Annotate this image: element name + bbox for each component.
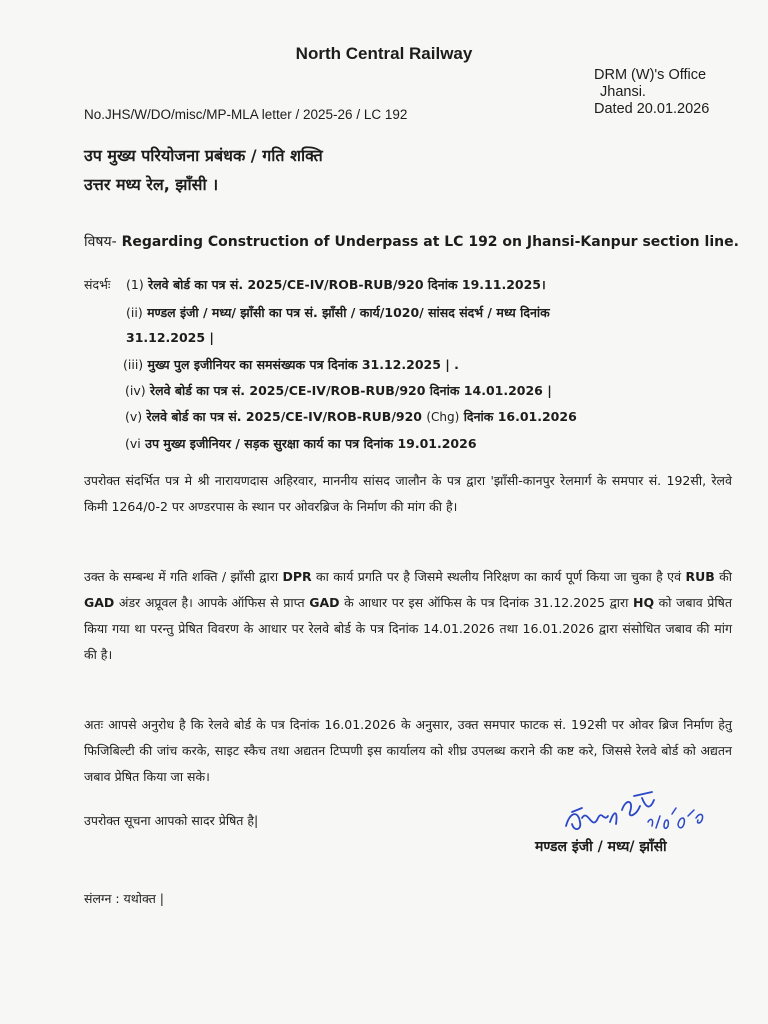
- enclosure-line: संलग्न : यथोक्त |: [84, 891, 165, 906]
- letter-date: Dated 20.01.2026: [594, 101, 710, 117]
- organization-heading: North Central Railway: [295, 44, 473, 63]
- subject-text: Regarding Construction of Underpass at LC 192 on Jhansi-Kanpur section line.: [121, 234, 739, 250]
- office-block: [594, 67, 709, 118]
- signatory-designation: मण्डल इंजी / मध्य/ झाँसी: [535, 839, 667, 855]
- body-paragraph-1: उपरोक्त संदर्भित पत्र मे श्री नारायणदास अहिरवार, माननीय सांसद जालौन के पत्र द्वारा 'झाँसी-कानपुर रेलमार्ग के समपार सं. 192सी, रेलवे किमी 1264/0-2 पर अण्डरपास के स्थान पर ओवरब्रिज के निर्माण की मांग की है।: [84, 473, 732, 514]
- reference-item: (ii) मण्डल इंजी / मध्य/ झाँसी का पत्र सं. झाँसी / कार्य/1020/ सांसद संदर्भ / मध्य दिनांक: [126, 305, 550, 320]
- body-paragraph-2: उक्त के सम्बन्ध में गति शक्ति / झाँसी द्वारा DPR का कार्य प्रगति पर है जिसमे स्थलीय निरिक्षण का कार्य पूर्ण किया जा चुका है एवं RUB की GAD अंडर अप्रूवल है। आपके ऑफिस से प्राप्त GAD के आधार पर इस ऑफिस के पत्र दिनांक 31.12.2025 द्वारा HQ को जबाव प्रेषित किया गया था परन्तु प्रेषित विवरण के आधार पर रेलवे बोर्ड के पत्र दिनांक 14.01.2026 तथा 16.01.2026 द्वारा संसोधित जबाव की मांग की है।: [84, 569, 733, 662]
- closing-line: उपरोक्त सूचना आपको सादर प्रेषित है|: [84, 813, 259, 828]
- reference-item: (v) रेलवे बोर्ड का पत्र सं. 2025/CE-IV/ROB-RUB/920 (Chg) दिनांक 16.01.2026: [125, 409, 577, 424]
- reference-item: (vi उप मुख्य इजीनियर / सड़क सुरक्षा कार्य का पत्र दिनांक 19.01.2026: [125, 436, 477, 451]
- handwritten-signature: [560, 788, 720, 840]
- reference-item: (iv) रेलवे बोर्ड का पत्र सं. 2025/CE-IV/ROB-RUB/920 दिनांक 14.01.2026 |: [125, 383, 552, 398]
- addressee-line-2: उत्तर मध्य रेल, झाँसी ।: [84, 175, 219, 194]
- addressee-line-1: उप मुख्य परियोजना प्रबंधक / गति शक्ति: [84, 146, 323, 165]
- letter-number: No.JHS/W/DO/misc/MP-MLA letter / 2025-26 / LC 192: [84, 107, 408, 122]
- body-paragraph-3: अतः आपसे अनुरोध है कि रेलवे बोर्ड के पत्र दिनांक 16.01.2026 के अनुसार, उक्त समपार फाटक सं. 192सी पर ओवर ब्रिज निर्माण हेतु फिजिबिल्टी की जांच करके, साइट स्कैच तथा अद्यतन टिप्पणी इस कार्यालय को शीघ्र उपलब्ध कराने की कष्ट करे, जिससे रेलवे बोर्ड को अद्यतन जबाव प्रेषित किया जा सके।: [84, 717, 732, 784]
- reference-item: (iii) मुख्य पुल इजीनियर का समसंख्यक पत्र दिनांक 31.12.2025 | .: [123, 357, 459, 372]
- office-city: Jhansi.: [600, 84, 646, 100]
- office-name: DRM (W)'s Office: [594, 67, 707, 83]
- reference-item-continuation: 31.12.2025 |: [126, 330, 214, 345]
- subject-label: विषय-: [84, 234, 117, 250]
- reference-item: (1) रेलवे बोर्ड का पत्र सं. 2025/CE-IV/ROB-RUB/920 दिनांक 19.11.2025।: [126, 277, 546, 292]
- references-label: संदर्भः: [84, 277, 111, 292]
- subject-line: [84, 232, 739, 251]
